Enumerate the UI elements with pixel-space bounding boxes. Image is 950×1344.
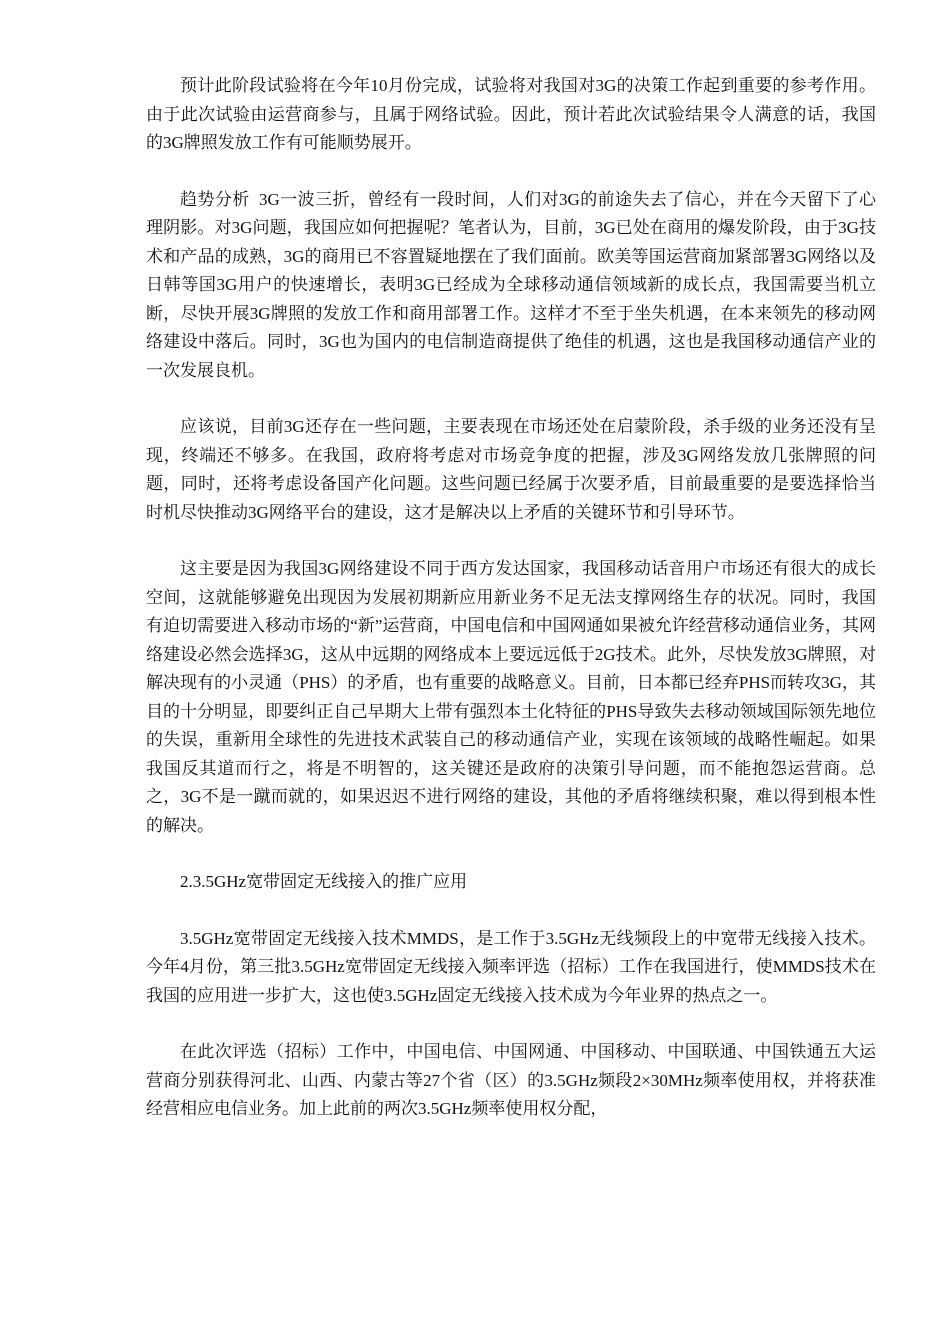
paragraph-3g-issues: 应该说，目前3G还存在一些问题，主要表现在市场还处在启蒙阶段，杀手级的业务还没有呈现，终端还不够多。在我国，政府将考虑对市场竞争度的把握，涉及3G网络发放几张牌照的问题，同时，还将考虑设备国产化问题。这些问题已经属于次要矛盾，目前最重要的是要选择恰当时机尽快推动3G网络平台的建设，这才是解决以上矛盾的关键环节和引导环节。	[146, 417, 876, 522]
paragraph-mmds-intro: 3.5GHz宽带固定无线接入技术MMDS，是工作于3.5GHz无线频段上的中宽带无线接入技术。今年4月份，第三批3.5GHz宽带固定无线接入频率评选（招标）工作在我国进行，使MMDS技术在我国的应用进一步扩大，这也使3.5GHz固定无线接入技术成为今年业界的热点之一。	[146, 928, 876, 1005]
paragraph-trial-schedule: 预计此阶段试验将在今年10月份完成，试验将对我国对3G的决策工作起到重要的参考作用。由于此次试验由运营商参与，且属于网络试验。因此，预计若此次试验结果令人满意的话，我国的3G牌照发放工作有可能顺势展开。	[146, 76, 876, 152]
paragraph-3g-reasons: 这主要是因为我国3G网络建设不同于西方发达国家，我国移动话音用户市场还有很大的成长空间，这就能够避免出现因为发展初期新应用新业务不足无法支撑网络生存的状况。同时，我国有迫切需要进入移动市场的“新”运营商，中国电信和中国网通如果被允许经营移动通信业务，其网络建设必然会选择3G，这从中远期的网络成本上要远远低于2G技术。此外，尽快发放3G牌照，对解决现有的小灵通（PHS）的矛盾，也有重要的战略意义。目前，日本都已经弃PHS而转攻3G，其目的十分明显，即要纠正自己早期大上带有强烈本土化特征的PHS导致失去移动领域国际领先地位的失误，重新用全球性的先进技术武装自己的移动通信产业，实现在该领域的战略性崛起。如果我国反其道而行之，将是不明智的，这关键还是政府的决策引导问题，而不能抱怨运营商。总之，3G不是一蹴而就的，如果迟迟不进行网络的建设，其他的矛盾将继续积聚，难以得到根本性的解决。	[146, 559, 876, 835]
document-page	[146, 72, 876, 1152]
paragraph-bidding: 在此次评选（招标）工作中，中国电信、中国网通、中国移动、中国联通、中国铁通五大运营商分别获得河北、山西、内蒙古等27个省（区）的3.5GHz频段2×30MHz频率使用权，并将获准经营相应电信业务。加上此前的两次3.5GHz频率使用权分配，	[146, 1042, 876, 1118]
section-heading: 2.3.5GHz宽带固定无线接入的推广应用	[180, 872, 468, 891]
paragraph-trend-analysis: 趋势分析 3G一波三折，曾经有一段时间，人们对3G的前途失去了信心，并在今天留下了心理阴影。对3G问题，我国应如何把握呢？笔者认为，目前，3G已处在商用的爆发阶段，由于3G技术和产品的成熟，3G的商用已不容置疑地摆在了我们面前。欧美等国运营商加紧部署3G网络以及日韩等国3G用户的快速增长，表明3G已经成为全球移动通信领域新的成长点，我国需要当机立断，尽快开展3G牌照的发放工作和商用部署工作。这样才不至于坐失机遇，在本来领先的移动网络建设中落后。同时，3G也为国内的电信制造商提供了绝佳的机遇，这也是我国移动通信产业的一次发展良机。	[146, 189, 876, 380]
